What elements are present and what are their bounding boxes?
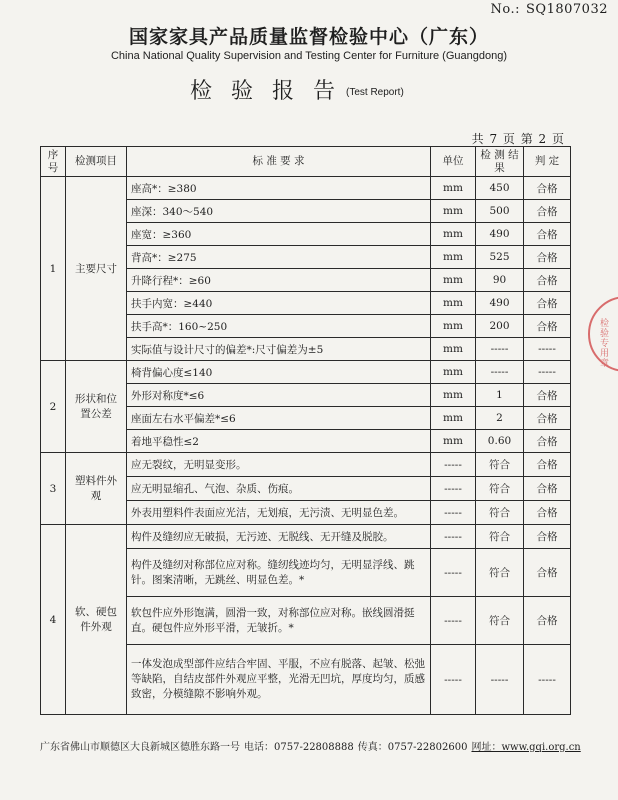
requirement-cell: 构件及缝纫对称部位应对称。缝纫线迹均匀，无明显浮线、跳针。图案清晰，无跳丝、明显色差。* (127, 549, 431, 597)
requirement-cell: 应无明显缩孔、气泡、杂质、伤痕。 (127, 477, 431, 501)
unit-cell: mm (431, 292, 476, 315)
footer-tel: 电话：0757-22808888 (244, 742, 354, 753)
requirement-cell: 一体发泡成型部件应结合牢固、平服，不应有脱落、起皱、松弛等缺陷，自结皮部件外观应平整，光滑无凹坑，厚度均匀，质感致密，分模缝隙不影响外观。 (127, 645, 431, 715)
verdict-cell: ----- (524, 338, 571, 361)
report-number-label: No.: (490, 2, 521, 17)
group-no: 1 (41, 177, 66, 361)
result-cell: ----- (476, 361, 524, 384)
requirement-cell: 座深：340～540 (127, 200, 431, 223)
requirement-cell: 椅背偏心度≤140 (127, 361, 431, 384)
requirement-cell: 外形对称度*≤6 (127, 384, 431, 407)
requirement-cell: 扶手内宽：≥440 (127, 292, 431, 315)
col-header-item: 检测项目 (66, 147, 127, 177)
result-cell: 符合 (476, 477, 524, 501)
verdict-cell: 合格 (524, 430, 571, 453)
verdict-cell: 合格 (524, 315, 571, 338)
group-item: 形状和位置公差 (66, 361, 127, 453)
unit-cell: ----- (431, 453, 476, 477)
unit-cell: ----- (431, 501, 476, 525)
col-header-unit: 单位 (431, 147, 476, 177)
page-info: 共 7 页 第 2 页 (471, 132, 564, 146)
requirement-cell: 背高*：≥275 (127, 246, 431, 269)
requirement-cell: 外表用塑料件表面应光洁，无划痕，无污渍、无明显色差。 (127, 501, 431, 525)
result-cell: ----- (476, 338, 524, 361)
unit-cell: mm (431, 269, 476, 292)
result-cell: 90 (476, 269, 524, 292)
footer-contact (40, 738, 581, 753)
col-header-verdict: 判 定 (524, 147, 571, 177)
report-number-value: SQ1807032 (526, 2, 608, 17)
unit-cell: ----- (431, 525, 476, 549)
requirement-cell: 座高*：≥380 (127, 177, 431, 200)
result-cell: 符合 (476, 549, 524, 597)
test-results-table (40, 146, 571, 715)
unit-cell: mm (431, 177, 476, 200)
unit-cell: mm (431, 200, 476, 223)
verdict-cell: 合格 (524, 453, 571, 477)
table-row (41, 453, 571, 477)
verdict-cell: 合格 (524, 269, 571, 292)
verdict-cell: ----- (524, 361, 571, 384)
verdict-cell: 合格 (524, 407, 571, 430)
report-title: 检 验 报 告 (190, 79, 341, 104)
verdict-cell: 合格 (524, 177, 571, 200)
result-cell: 500 (476, 200, 524, 223)
requirement-cell: 着地平稳性≤2 (127, 430, 431, 453)
group-no: 3 (41, 453, 66, 525)
requirement-cell: 座面左右水平偏差*≤6 (127, 407, 431, 430)
group-item: 软、硬包件外观 (66, 525, 127, 715)
result-cell: 450 (476, 177, 524, 200)
requirement-cell: 应无裂纹，无明显变形。 (127, 453, 431, 477)
footer-website-link[interactable]: 网址：www.gqi.org.cn (471, 742, 581, 753)
requirement-cell: 升降行程*：≥60 (127, 269, 431, 292)
requirement-cell: 软包件应外形饱满，圆滑一致，对称部位应对称。嵌线圆滑挺直。硬包件应外形平滑，无皱折。* (127, 597, 431, 645)
requirement-cell: 扶手高*：160~250 (127, 315, 431, 338)
col-header-no: 序号 (41, 147, 66, 177)
col-header-result: 检 测 结 果 (476, 147, 524, 177)
result-cell: ----- (476, 645, 524, 715)
inspection-seal-text: 检验专用章 (598, 318, 608, 368)
verdict-cell: 合格 (524, 223, 571, 246)
table-header-row (41, 147, 571, 177)
unit-cell: mm (431, 315, 476, 338)
result-cell: 2 (476, 407, 524, 430)
verdict-cell: 合格 (524, 597, 571, 645)
result-cell: 符合 (476, 525, 524, 549)
verdict-cell: 合格 (524, 501, 571, 525)
group-no: 4 (41, 525, 66, 715)
report-title-en: (Test Report) (346, 87, 404, 98)
verdict-cell: ----- (524, 645, 571, 715)
footer-address: 广东省佛山市顺德区大良新城区德胜东路一号 (40, 742, 240, 753)
verdict-cell: 合格 (524, 200, 571, 223)
group-item: 主要尺寸 (66, 177, 127, 361)
verdict-cell: 合格 (524, 525, 571, 549)
verdict-cell: 合格 (524, 549, 571, 597)
unit-cell: mm (431, 384, 476, 407)
unit-cell: ----- (431, 645, 476, 715)
requirement-cell: 构件及缝纫应无破损，无污迹、无脱线、无开缝及脱胶。 (127, 525, 431, 549)
verdict-cell: 合格 (524, 292, 571, 315)
result-cell: 490 (476, 223, 524, 246)
result-cell: 符合 (476, 453, 524, 477)
unit-cell: mm (431, 407, 476, 430)
unit-cell: mm (431, 430, 476, 453)
unit-cell: ----- (431, 549, 476, 597)
result-cell: 1 (476, 384, 524, 407)
result-cell: 符合 (476, 501, 524, 525)
table-row (41, 177, 571, 200)
result-cell: 490 (476, 292, 524, 315)
footer-fax: 传真：0757-22802600 (357, 742, 468, 753)
unit-cell: mm (431, 246, 476, 269)
col-header-requirement: 标 准 要 求 (127, 147, 431, 177)
group-no: 2 (41, 361, 66, 453)
group-item: 塑料件外观 (66, 453, 127, 525)
organization-name-cn: 国家家具产品质量监督检验中心（广东） (128, 26, 489, 48)
verdict-cell: 合格 (524, 384, 571, 407)
result-cell: 200 (476, 315, 524, 338)
table-row (41, 361, 571, 384)
requirement-cell: 座宽：≥360 (127, 223, 431, 246)
result-cell: 符合 (476, 597, 524, 645)
result-cell: 0.60 (476, 430, 524, 453)
verdict-cell: 合格 (524, 246, 571, 269)
result-cell: 525 (476, 246, 524, 269)
requirement-cell: 实际值与设计尺寸的偏差*:尺寸偏差为±5 (127, 338, 431, 361)
unit-cell: ----- (431, 477, 476, 501)
report-number (491, 2, 608, 17)
unit-cell: mm (431, 338, 476, 361)
organization-name-en: China National Quality Supervision and Testing Center for Furniture (Guangdong) (110, 50, 508, 62)
table-row (41, 525, 571, 549)
unit-cell: ----- (431, 597, 476, 645)
unit-cell: mm (431, 223, 476, 246)
verdict-cell: 合格 (524, 477, 571, 501)
unit-cell: mm (431, 361, 476, 384)
